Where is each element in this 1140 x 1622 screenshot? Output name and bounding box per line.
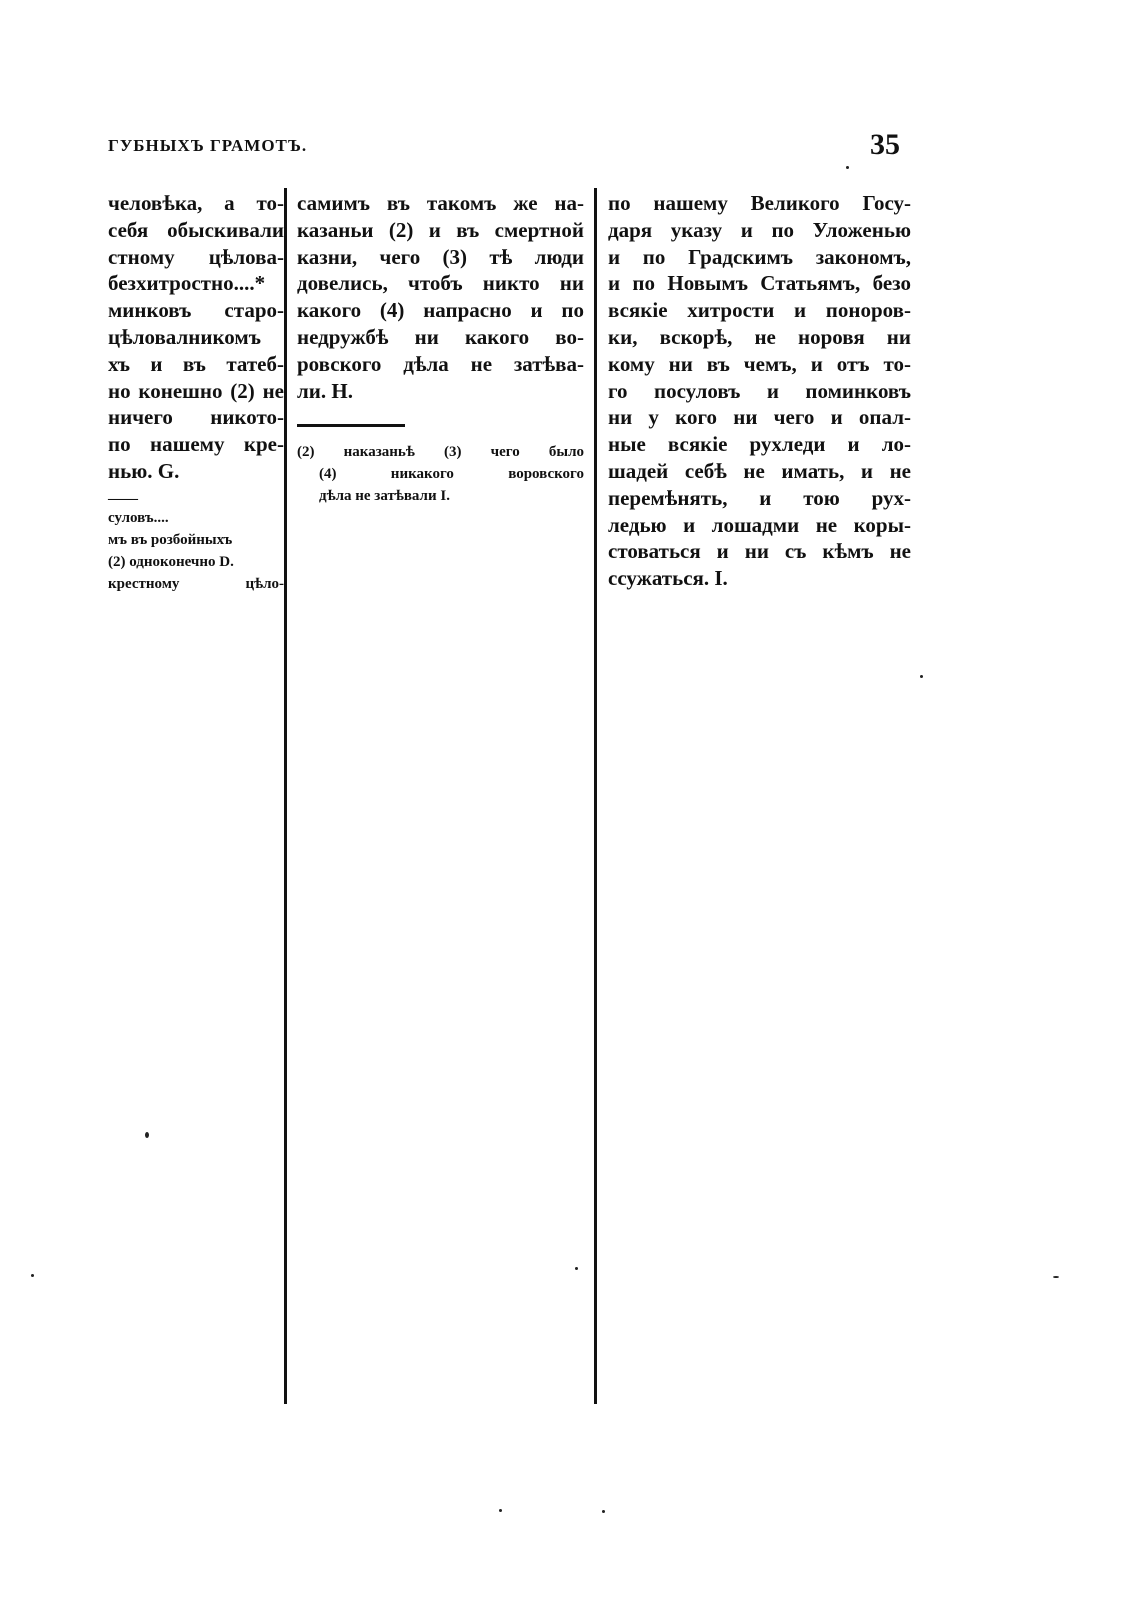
column-1-line: по нашему кре-	[108, 432, 284, 457]
column-3-line: и по Градскимъ закономъ,	[608, 244, 911, 269]
column-3-line: шадей себѣ не имать, и не	[608, 458, 911, 483]
footnote-line: (2) наказаньѣ (3) чего было	[297, 444, 584, 461]
column-3-line: го посуловъ и поминковъ	[608, 378, 911, 403]
column-1-line: себя обыскивали	[108, 217, 284, 242]
column-3-line: кому ни въ чемъ, и отъ то-	[608, 351, 911, 376]
footnote-line: суловъ....	[108, 509, 169, 526]
footnote-rule: ——	[108, 490, 138, 507]
column-3-line: даря указу и по Уложенью	[608, 217, 911, 242]
column-3-line: ки, вскорѣ, не норовя ни	[608, 324, 911, 349]
column-3-line: ни у кого ни чего и опал-	[608, 405, 911, 430]
column-2-line: ровского дѣла не затѣва-	[297, 351, 584, 376]
column-2-line: казни, чего (3) тѣ люди	[297, 244, 584, 269]
column-2-line: самимъ въ такомъ же на-	[297, 191, 584, 215]
scan-speck	[920, 675, 923, 678]
column-1	[108, 190, 284, 595]
scan-speck	[31, 1274, 34, 1277]
footnote-separator	[297, 424, 405, 427]
scan-speck	[499, 1509, 502, 1512]
footnote-line: крестному цѣло-	[108, 575, 284, 592]
column-3-line: по нашему Великого Госу-	[608, 191, 911, 215]
footnote-line: мъ въ розбойныхъ	[108, 531, 233, 548]
column-1-footnotes	[108, 491, 284, 595]
column-1-line: минковъ старо-	[108, 298, 284, 323]
column-3-line: ссужаться. I.	[608, 566, 728, 591]
column-1-line: человѣка, а то-	[108, 191, 284, 215]
column-1-line: хъ и въ татеб-	[108, 351, 284, 376]
column-3-line: перемѣнять, и тою рух-	[608, 485, 911, 510]
column-1-line: ничего никото-	[108, 405, 284, 430]
scan-speck	[1053, 1276, 1059, 1278]
column-3-line: ледью и лошадми не коры-	[608, 512, 911, 537]
scan-speck	[575, 1267, 578, 1270]
column-3-line: стоваться и ни съ кѣмъ не	[608, 539, 911, 564]
column-divider-1	[284, 188, 287, 1404]
column-divider-2	[594, 188, 597, 1404]
column-1-line: цѣловалникомъ	[108, 324, 261, 349]
column-2-footnotes	[297, 441, 584, 507]
running-title: ГУБНЫХЪ ГРАМОТЪ.	[108, 136, 308, 155]
column-1-line: безхитростно....*	[108, 271, 266, 296]
column-3-line: ные всякіе рухледи и ло-	[608, 432, 911, 457]
column-2-line: недружбѣ ни какого во-	[297, 324, 584, 349]
column-1-line: но конешно (2) не	[108, 378, 284, 403]
column-2	[297, 190, 584, 507]
column-3	[608, 190, 911, 592]
column-3-line: и по Новымъ Статьямъ, безо	[608, 271, 911, 296]
column-2-line: довелись, чтобъ никто ни	[297, 271, 584, 296]
column-2-line: ли. H.	[297, 378, 353, 403]
footnote-line: (4) никакого воровского	[319, 466, 584, 483]
scan-speck	[145, 1132, 149, 1138]
scan-speck	[846, 166, 849, 169]
footnote-line: дѣла не затѣвали I.	[319, 488, 450, 505]
column-3-line: всякіе хитрости и поноров-	[608, 298, 911, 323]
footnote-line: (2) одноконечно D.	[108, 553, 234, 570]
column-1-line: стному цѣлова-	[108, 244, 284, 269]
page-number: 35	[870, 128, 900, 161]
column-1-line: нью. G.	[108, 458, 180, 483]
scan-speck	[602, 1510, 605, 1513]
column-2-line: какого (4) напрасно и по	[297, 298, 584, 323]
column-2-line: казаньи (2) и въ смертной	[297, 217, 584, 242]
